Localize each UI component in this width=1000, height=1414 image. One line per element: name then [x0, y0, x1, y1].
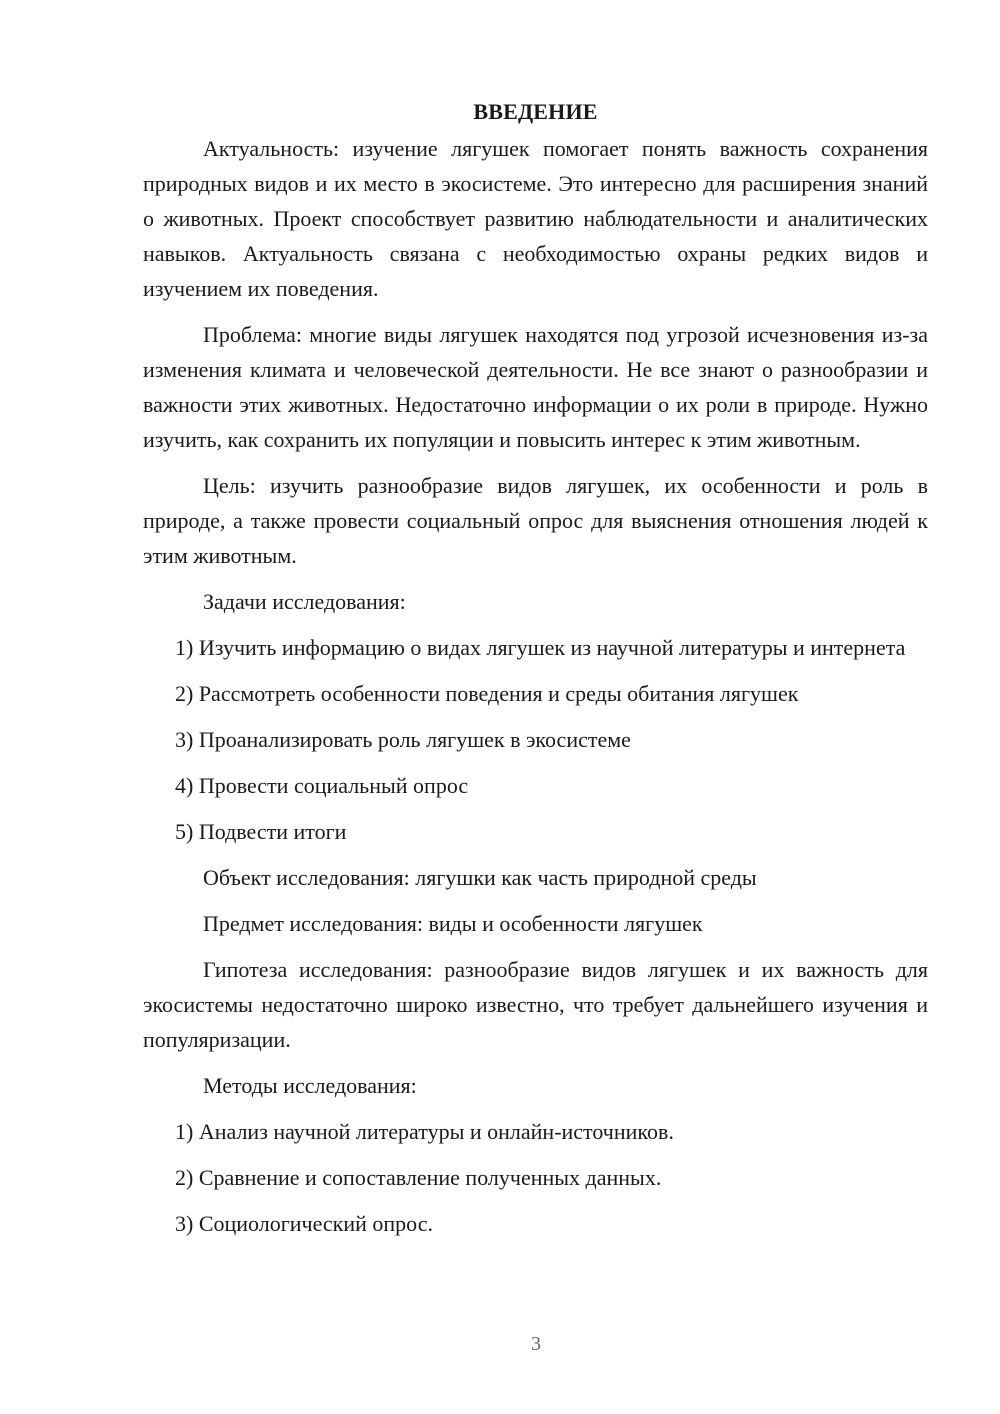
task-item: 3) Проанализировать роль лягушек в экосистеме [175, 727, 631, 752]
subject-line: Предмет исследования: виды и особенности лягушек [203, 911, 703, 936]
method-item: 3) Социологический опрос. [175, 1211, 433, 1236]
object-line: Объект исследования: лягушки как часть природной среды [203, 865, 757, 890]
task-item: 2) Рассмотреть особенности поведения и среды обитания лягушек [175, 681, 799, 706]
method-item: 1) Анализ научной литературы и онлайн-источников. [175, 1119, 674, 1144]
tasks-heading: Задачи исследования: [203, 589, 406, 614]
section-heading: ВВЕДЕНИЕ [473, 99, 598, 124]
method-item: 2) Сравнение и сопоставление полученных данных. [175, 1165, 662, 1190]
page-number: 3 [531, 1333, 541, 1355]
goal-paragraph: Цель: изучить разнообразие видов лягушек, их особенности и роль в природе, а также провести социальный опрос для выяснения отношения людей к этим животным. [143, 473, 928, 568]
document-page [143, 94, 928, 1241]
task-item: 1) Изучить информацию о видах лягушек из научной литературы и интернета [175, 635, 906, 660]
relevance-paragraph: Актуальность: изучение лягушек помогает понять важность сохранения природных видов и их место в экосистеме. Это интересно для расширения знаний о животных. Проект способствует развитию наблюдательности и аналитических навыков. Актуальность связана с необходимостью охраны редких видов и изучением их поведения. [143, 136, 928, 301]
problem-paragraph: Проблема: многие виды лягушек находятся под угрозой исчезновения из-за изменения климата и человеческой деятельности. Не все знают о разнообразии и важности этих животных. Недостаточно информации о их роли в природе. Нужно изучить, как сохранить их популяции и повысить интерес к этим животным. [143, 322, 928, 452]
task-item: 4) Провести социальный опрос [175, 773, 469, 798]
hypothesis-paragraph: Гипотеза исследования: разнообразие видов лягушек и их важность для экосистемы недостаточно широко известно, что требует дальнейшего изучения и популяризации. [143, 957, 928, 1052]
task-item: 5) Подвести итоги [175, 819, 347, 844]
methods-heading: Методы исследования: [203, 1073, 417, 1098]
